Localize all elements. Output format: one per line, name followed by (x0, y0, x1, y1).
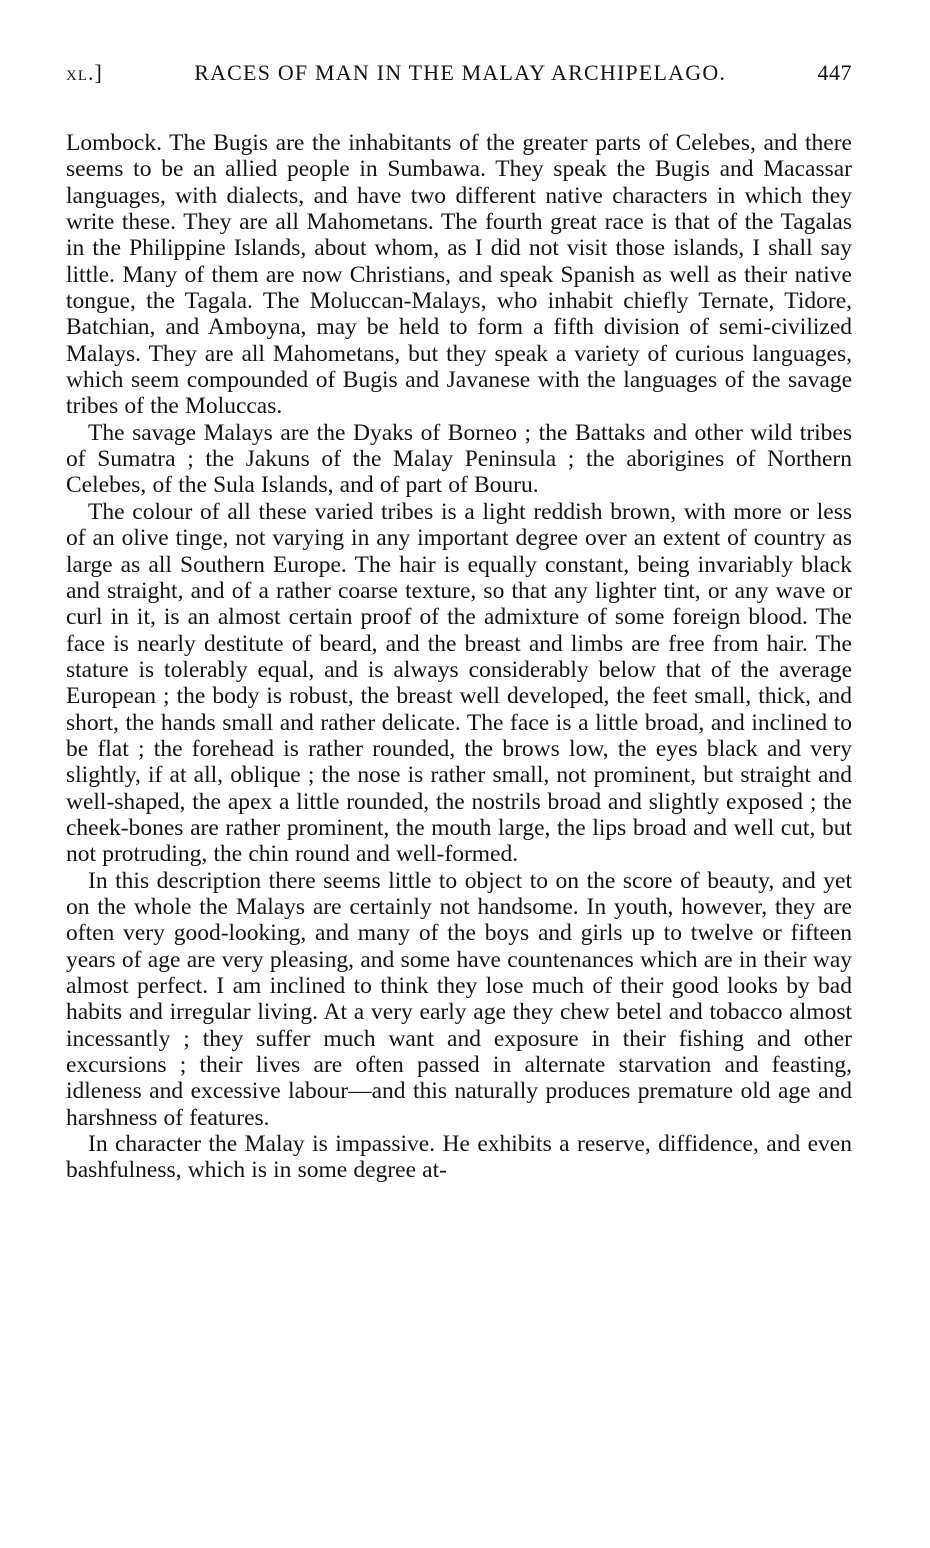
paragraph-4: In this description there seems little to object to on the score of beauty, and yet on the whole the Malays are certainly not handsome. In youth, however, they are often very good-looking, and many of the boys and girls up to twelve or fifteen years of age are very pleasing, and some have countenances which are in their way almost perfect. I am inclined to think they lose much of their good looks by bad habits and irregular living. At a very early age they chew betel and tobacco almost incessantly ; they suffer much want and exposure in their fishing and other excursions ; their lives are often passed in alternate starvation and feasting, idleness and excessive labour—and this naturally produces premature old age and harshness of features. (66, 867, 852, 1131)
running-head (66, 60, 852, 100)
paragraph-3: The colour of all these varied tribes is a light reddish brown, with more or less of an olive tinge, not varying in any important degree over an extent of country as large as all Southern Europe. The hair is equally constant, being invariably black and straight, and of a rather coarse texture, so that any lighter tint, or any wave or curl in it, is an almost certain proof of the admixture of some foreign blood. The face is nearly destitute of beard, and the breast and limbs are free from hair. The stature is tolerably equal, and is always considerably below that of the average European ; the body is robust, the breast well developed, the feet small, thick, and short, the hands small and rather delicate. The face is a little broad, and inclined to be flat ; the forehead is rather rounded, the brows low, the eyes black and very slightly, if at all, oblique ; the nose is rather small, not prominent, but straight and well-shaped, the apex a little rounded, the nostrils broad and slightly exposed ; the cheek-bones are rather prominent, the mouth large, the lips broad and well cut, but not protruding, the chin round and well-formed. (66, 498, 852, 868)
book-page (66, 60, 852, 1184)
paragraph-5: In character the Malay is impassive. He exhibits a reserve, diffidence, and even bashfulness, which is in some degree at- (66, 1131, 852, 1184)
paragraph-1: Lombock. The Bugis are the inhabitants of the greater parts of Celebes, and there seems to be an allied people in Sumbawa. They speak the Bugis and Macassar languages, with dialects, and have two different native characters in which they write these. They are all Mahometans. The fourth great race is that of the Tagalas in the Philippine Islands, about whom, as I did not visit those islands, I shall say little. Many of them are now Christians, and speak Spanish as well as their native tongue, the Tagala. The Moluccan-Malays, who inhabit chiefly Ternate, Tidore, Batchian, and Amboyna, may be held to form a fifth division of semi-civilized Malays. They are all Mahometans, but they speak a variety of curious languages, which seem compounded of Bugis and Javanese with the languages of the savage tribes of the Moluccas. (66, 130, 852, 420)
body-text (66, 130, 852, 1184)
chapter-number: xl.] (66, 60, 103, 85)
paragraph-2: The savage Malays are the Dyaks of Borneo ; the Battaks and other wild tribes of Sumatra ; the Jakuns of the Malay Peninsula ; the aborigines of Northern Celebes, of the Sula Islands, and of part of Bouru. (66, 419, 852, 499)
running-title: RACES OF MAN IN THE MALAY ARCHIPELAGO. (194, 60, 727, 85)
page-number: 447 (817, 60, 852, 85)
